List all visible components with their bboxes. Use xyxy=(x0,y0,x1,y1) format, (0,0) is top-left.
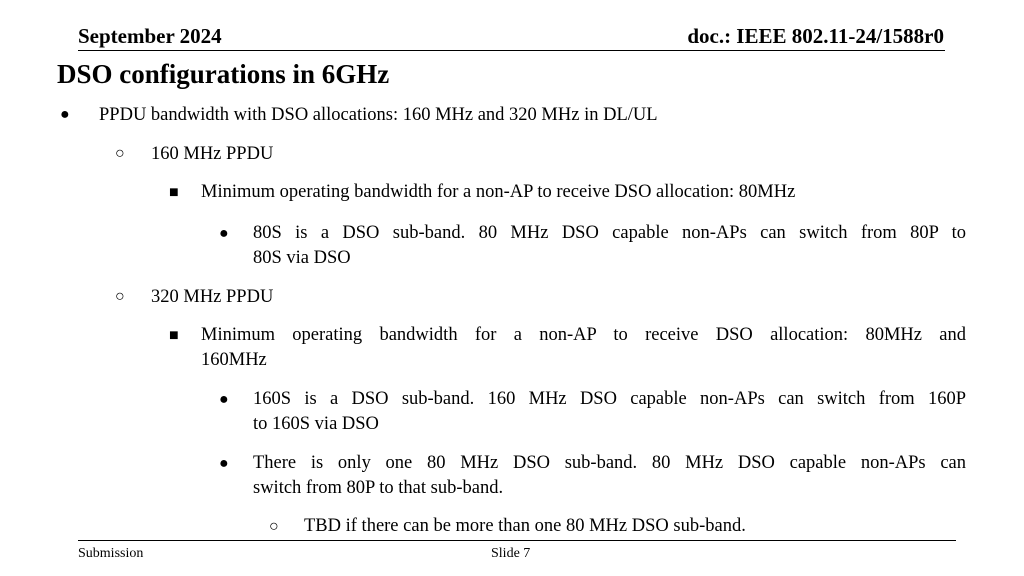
bullet-dot-icon: ● xyxy=(219,391,229,408)
bullet-dot-icon: ● xyxy=(219,225,229,242)
ppdu320-min-bw-line2: 160MHz xyxy=(201,350,267,370)
bullet-l1-text: PPDU bandwidth with DSO allocations: 160 MHz and 320 MHz in DL/UL xyxy=(99,105,658,125)
ppdu320-label: 320 MHz PPDU xyxy=(151,287,274,307)
ppdu320-sub2-line1: There is only one 80 MHz DSO sub-band. 80 MHz DSO capable non-APs can xyxy=(253,453,966,473)
footer-rule xyxy=(78,540,956,541)
header-doc-id: doc.: IEEE 802.11-24/1588r0 xyxy=(687,24,944,48)
footer-submission: Submission xyxy=(78,546,144,561)
ppdu160-min-bw: Minimum operating bandwidth for a non-AP to receive DSO allocation: 80MHz xyxy=(201,182,796,202)
ppdu160-sub-line2: 80S via DSO xyxy=(253,248,351,268)
bullet-circle-icon: ○ xyxy=(115,288,125,305)
slide-title: DSO configurations in 6GHz xyxy=(57,59,390,89)
bullet-dot-icon: ● xyxy=(219,455,229,472)
ppdu320-sub2-line2: switch from 80P to that sub-band. xyxy=(253,478,504,498)
ppdu320-sub1-line2: to 160S via DSO xyxy=(253,414,379,434)
header-date: September 2024 xyxy=(78,24,222,48)
ppdu160-sub-line1: 80S is a DSO sub-band. 80 MHz DSO capable non-APs can switch from 80P to xyxy=(253,223,966,243)
bullet-square-icon: ■ xyxy=(169,184,179,201)
ppdu320-sub1-line1: 160S is a DSO sub-band. 160 MHz DSO capable non-APs can switch from 160P xyxy=(253,389,966,409)
footer-slide-number: Slide 7 xyxy=(491,546,531,561)
bullet-dot-icon: ● xyxy=(60,106,70,123)
ppdu160-label: 160 MHz PPDU xyxy=(151,144,274,164)
bullet-square-icon: ■ xyxy=(169,327,179,344)
ppdu320-min-bw-line1: Minimum operating bandwidth for a non-AP to receive DSO allocation: 80MHz and xyxy=(201,325,966,345)
ppdu320-tbd: TBD if there can be more than one 80 MHz DSO sub-band. xyxy=(304,516,746,536)
bullet-circle-icon: ○ xyxy=(269,518,279,535)
header-rule xyxy=(78,50,945,51)
bullet-circle-icon: ○ xyxy=(115,145,125,162)
